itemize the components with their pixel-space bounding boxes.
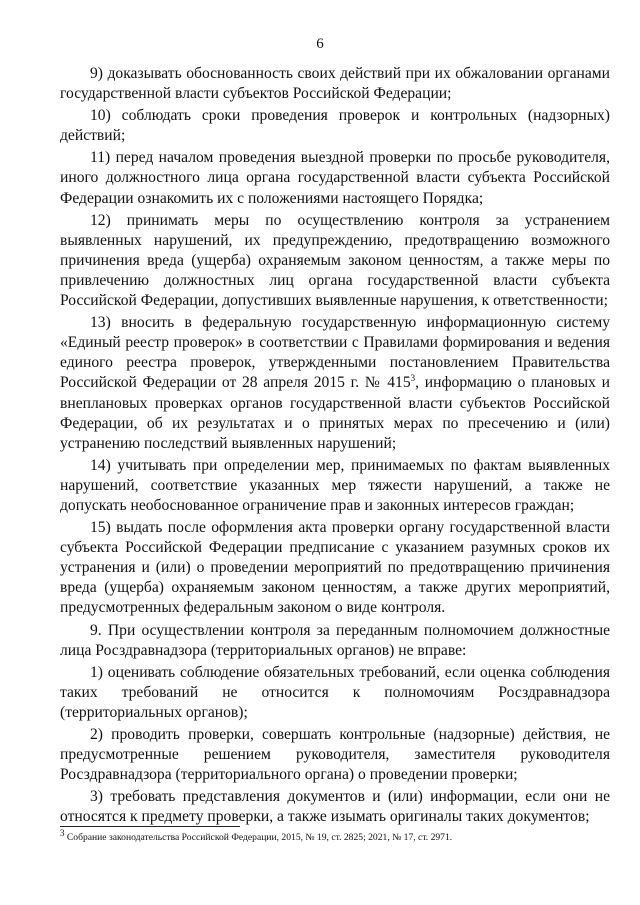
footnote bbox=[60, 827, 610, 844]
prohibition-item-3: 3) требовать представления документов и (или) информации, если они не относятся к предмету проверки, а также изымать оригиналы таких документов; bbox=[60, 788, 610, 826]
footnote-divider bbox=[60, 826, 240, 827]
prohibition-item-1: 1) оценивать соблюдение обязательных требований, если оценка соблюдения таких требований не относится к полномочиям Росздравнадзора (территориальных органов); bbox=[60, 663, 610, 721]
footnote-text: Собрание законодательства Российской Федерации, 2015, № 19, ст. 2825; 2021, № 17, ст. 2971. bbox=[64, 832, 453, 843]
section-9-intro: 9. При осуществлении контроля за переданным полномочием должностные лица Росздравнадзора (территориальных органов) не вправе: bbox=[60, 621, 610, 659]
footnote-ref: 3 bbox=[410, 373, 416, 384]
list-item-13 bbox=[60, 313, 610, 454]
page-number: 6 bbox=[316, 36, 324, 52]
list-item-9: 9) доказывать обоснованность своих действий при их обжаловании органами государственной власти субъектов Российской Федерации; bbox=[60, 65, 610, 103]
list-item-11: 11) перед началом проведения выездной проверки по просьбе руководителя, иного должностного лица органа государственной власти субъекта Российской Федерации ознакомить их с положениями настоящего Порядка; bbox=[60, 149, 610, 207]
prohibition-item-2: 2) проводить проверки, совершать контрольные (надзорные) действия, не предусмотренные решением руководителя, заместителя руководителя Росздравнадзора (территориального органа) о проведении проверки; bbox=[60, 726, 610, 784]
list-item-14: 14) учитывать при определении мер, принимаемых по фактам выявленных нарушений, соответствие указанных мер тяжести нарушений, а также не допускать необоснованное ограничение прав и законных интересов граждан; bbox=[60, 456, 610, 514]
list-item-13-text-end: , информацию о плановых и внеплановых проверках органов государственной власти субъектов Российской Федерации, об их результатах и о принятых мерах по пресечению и (или) устранению последствий выявленных нарушений; bbox=[60, 374, 611, 452]
footnote-number: 3 bbox=[60, 827, 65, 838]
list-item-10: 10) соблюдать сроки проведения проверок и контрольных (надзорных) действий; bbox=[60, 107, 610, 145]
document-body bbox=[60, 64, 610, 827]
list-item-12: 12) принимать меры по осуществлению контроля за устранением выявленных нарушений, их предупреждению, предотвращению возможного причинения вреда (ущерба) охраняемым законом ценностям, а также меры по привлечению должностных лиц органа государственной власти субъекта Российской Федерации, допустивших выявленные нарушения, к ответственности; bbox=[60, 211, 610, 310]
list-item-15: 15) выдать после оформления акта проверки органу государственной власти субъекта Российской Федерации предписание с указанием разумных сроков их устранения и (или) о проведении мероприятий по предотвращению причинения вреда (ущерба) охраняемым законом ценностям, а также других мероприятий, предусмотренных федеральным законом о виде контроля. bbox=[60, 519, 610, 617]
list-item-13-text: 13) вносить в федеральную государственную информационную систему «Единый реестр проверок» в соответствии с Правилами формирования и ведения единого реестра проверок, утвержденными постановлением Правительства Российской Федерации от 28 апреля 2015 г. № 415 bbox=[60, 314, 610, 392]
